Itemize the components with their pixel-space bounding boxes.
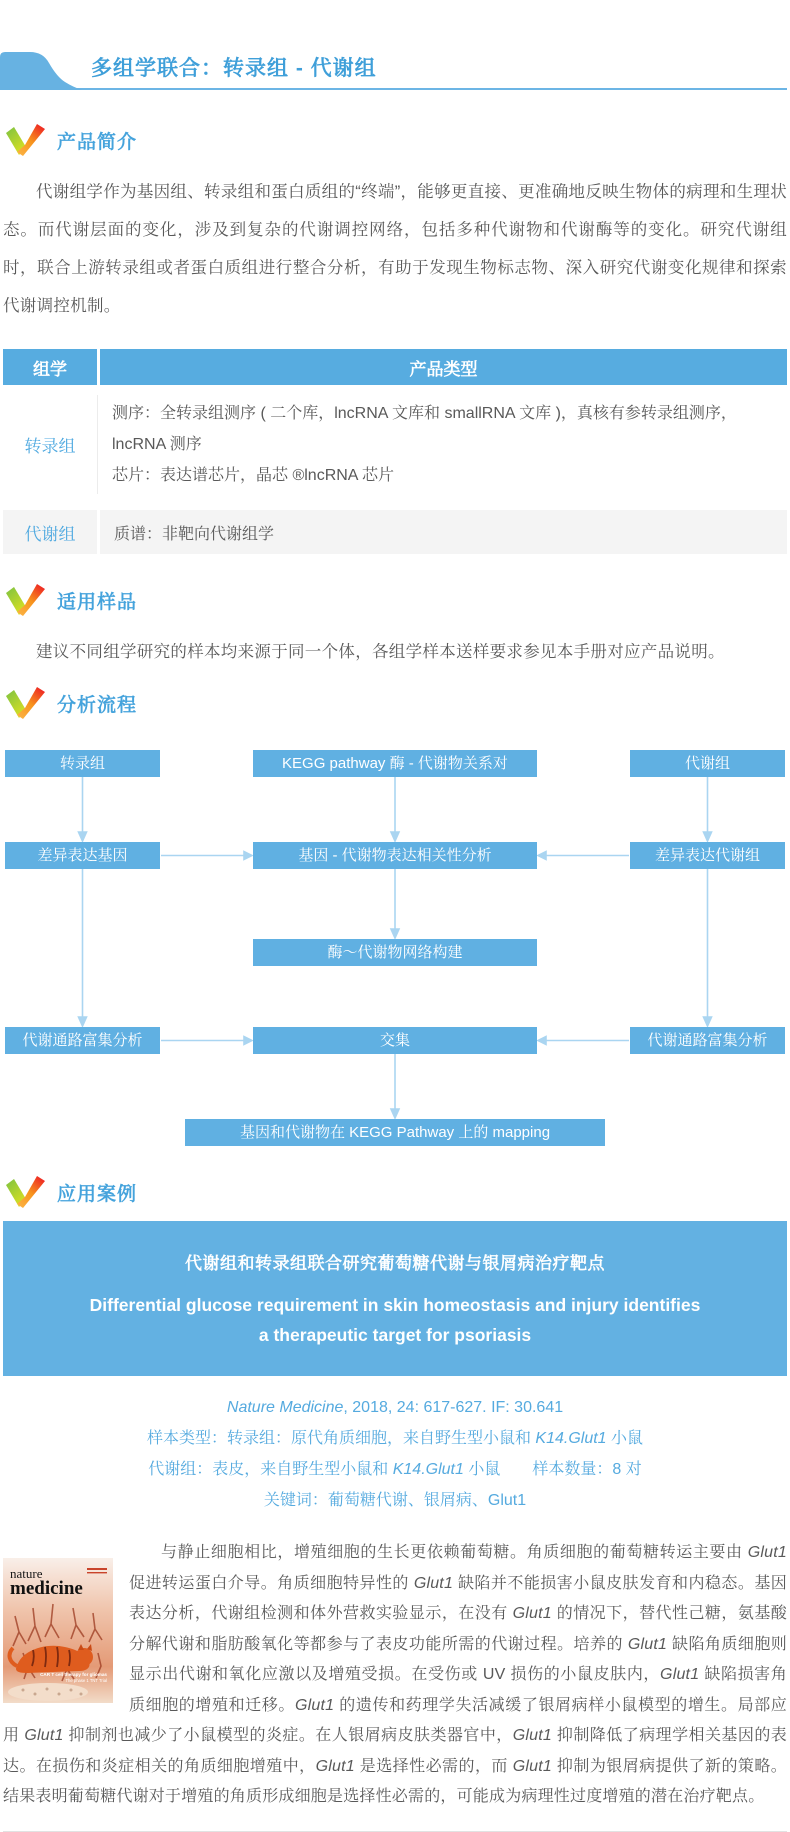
cover-brand-nature: nature (10, 1566, 43, 1581)
product-table (3, 349, 787, 554)
document-page (0, 26, 790, 1832)
table-cell-omics-transcriptome: 转录组 (24, 437, 76, 456)
case-abstract-paragraph: 与静止细胞相比，增殖细胞的生长更依赖葡萄糖。角质细胞的葡萄糖转运主要由 Glut1 促进转运蛋白介导。角质细胞特异性的 Glut1 缺陷并不能损害小鼠皮肤发育和内稳态。基因表达分析，代谢组检测和体外营救实验显示，在没有 Glut1 的情况下，替代性己糖，氨基酸分解代谢和脂肪酸氧化等都参与了表皮功能所需的代谢过程。培养的 Glut1 缺陷角质细胞则显示出代谢和氧化应激以及增殖受损。在受伤或 UV 损伤的小鼠皮肤内，Glut1 缺陷损害角质细胞的增殖和迁移。Glut1 的遗传和药理学失活减缓了银屑病样小鼠模型的增生。局部应用 Glut1 抑制剂也减少了小鼠模型的炎症。在人银屑病皮肤类器官中，Glut1 抑制降低了病理学相关基因的表达。在损伤和炎症相关的角质细胞增殖中，Glut1 是选择性必需的，而 Glut1 抑制为银屑病提供了新的策略。结果表明葡萄糖代谢对于增殖的角质形成细胞是选择性必需的，可能成为病理性过度增殖的潜在治疗靶点。 (3, 1544, 788, 1805)
case-citation: Nature Medicine, 2018, 24: 617-627. IF: 30.641 (226, 1399, 564, 1416)
nature-medicine-cover-image (3, 1558, 113, 1703)
case-sample-type: 样本类型：转录组：原代角质细胞，来自野生型小鼠和 K14.Glut1 小鼠 (146, 1430, 644, 1447)
flow-node-network: 酶～代谢物网络构建 (253, 939, 537, 966)
table-row-metabolome (3, 510, 787, 554)
case-study-banner (3, 1221, 787, 1376)
flow-node-transcriptome: 转录组 (5, 750, 160, 777)
case-title-zh: 代谢组和转录组联合研究葡萄糖代谢与银屑病治疗靶点 (185, 1254, 605, 1273)
table-cell-products-metabolome: 质谱：非靶向代谢组学 (97, 510, 787, 554)
bottom-divider (3, 1831, 787, 1832)
flow-node-deg: 差异表达基因 (5, 842, 160, 869)
cover-brand-medicine: medicine (10, 1578, 83, 1599)
table-cell-products-transcriptome (97, 395, 787, 494)
table-cell-omics-metabolome: 代谢组 (24, 524, 76, 544)
case-citation-block (3, 1392, 787, 1516)
analysis-flowchart (3, 750, 787, 1146)
section-title-case: 应用案例 (57, 1184, 138, 1205)
flow-node-kegg-pairs: KEGG pathway 酶 - 代谢物关系对 (253, 750, 537, 777)
case-title-en-line1: Differential glucose requirement in skin homeostasis and injury identifies (89, 1295, 701, 1315)
brand-checkmark-icon (5, 687, 45, 720)
section-header-case (5, 1176, 787, 1209)
section-intro (3, 124, 787, 325)
flow-node-pathway-left: 代谢通路富集分析 (5, 1027, 160, 1054)
flow-node-mapping: 基因和代谢物在 KEGG Pathway 上的 mapping (185, 1119, 605, 1146)
section-pipeline (3, 687, 787, 1146)
case-title-en-line2: a therapeutic target for psoriasis (258, 1325, 532, 1345)
section-title-pipeline: 分析流程 (57, 695, 138, 716)
table-header-product-type: 产品类型 (97, 349, 787, 385)
intro-paragraph: 代谢组学作为基因组、转录组和蛋白质组的“终端”，能够更直接、更准确地反映生物体的病理和生理状态。而代谢层面的变化，涉及到复杂的代谢调控网络，包括多种代谢物和代谢酶等的变化。研究代谢组时，联合上游转录组或者蛋白质组进行整合分析，有助于发现生物标志物、深入研究代谢变化规律和探索代谢调控机制。 (3, 183, 787, 315)
flow-node-dem: 差异表达代谢组 (630, 842, 785, 869)
brand-checkmark-icon (5, 1176, 45, 1209)
product-table-header-row (3, 349, 787, 385)
cover-caption-line1: CAR T cell therapy for gliomas (40, 1672, 107, 1677)
section-header-pipeline (5, 687, 787, 720)
flow-node-intersection: 交集 (253, 1027, 537, 1054)
section-header-intro (5, 124, 787, 157)
product-line-chip: 芯片：表达谱芯片，晶芯 ®lncRNA 芯片 (112, 467, 395, 484)
case-keywords: 关键词：葡萄糖代谢、银屑病、Glut1 (263, 1492, 527, 1509)
samples-paragraph: 建议不同组学研究的样本均来源于同一个体，各组学样本送样要求参见本手册对应产品说明。 (36, 643, 725, 661)
section-title-samples: 适用样品 (57, 592, 138, 613)
cover-caption-line2: The phase 1 TNT Trial (65, 1678, 107, 1683)
section-header-samples (5, 584, 787, 617)
section-case (3, 1176, 787, 1813)
header-wave-shape (0, 52, 82, 90)
product-line-sequencing: 测序：全转录组测序 ( 二个库，lncRNA 文库和 smallRNA 文库 )，真核有参转录组测序，lncRNA 测序 (112, 405, 737, 453)
section-samples (3, 584, 787, 671)
flow-node-metabolome: 代谢组 (630, 750, 785, 777)
page-title: 多组学联合：转录组 - 代谢组 (91, 57, 377, 80)
section-title-intro: 产品简介 (57, 132, 138, 153)
table-header-omics: 组学 (33, 359, 67, 379)
table-row-transcriptome (3, 385, 787, 504)
case-abstract-wrap (3, 1538, 787, 1813)
brand-checkmark-icon (5, 124, 45, 157)
doc-header (3, 26, 787, 90)
flow-node-correlation: 基因 - 代谢物表达相关性分析 (253, 842, 537, 869)
brand-checkmark-icon (5, 584, 45, 617)
flow-node-pathway-right: 代谢通路富集分析 (630, 1027, 785, 1054)
case-sample-line2: 代谢组：表皮，来自野生型小鼠和 K14.Glut1 小鼠 样本数量：8 对 (148, 1461, 642, 1478)
